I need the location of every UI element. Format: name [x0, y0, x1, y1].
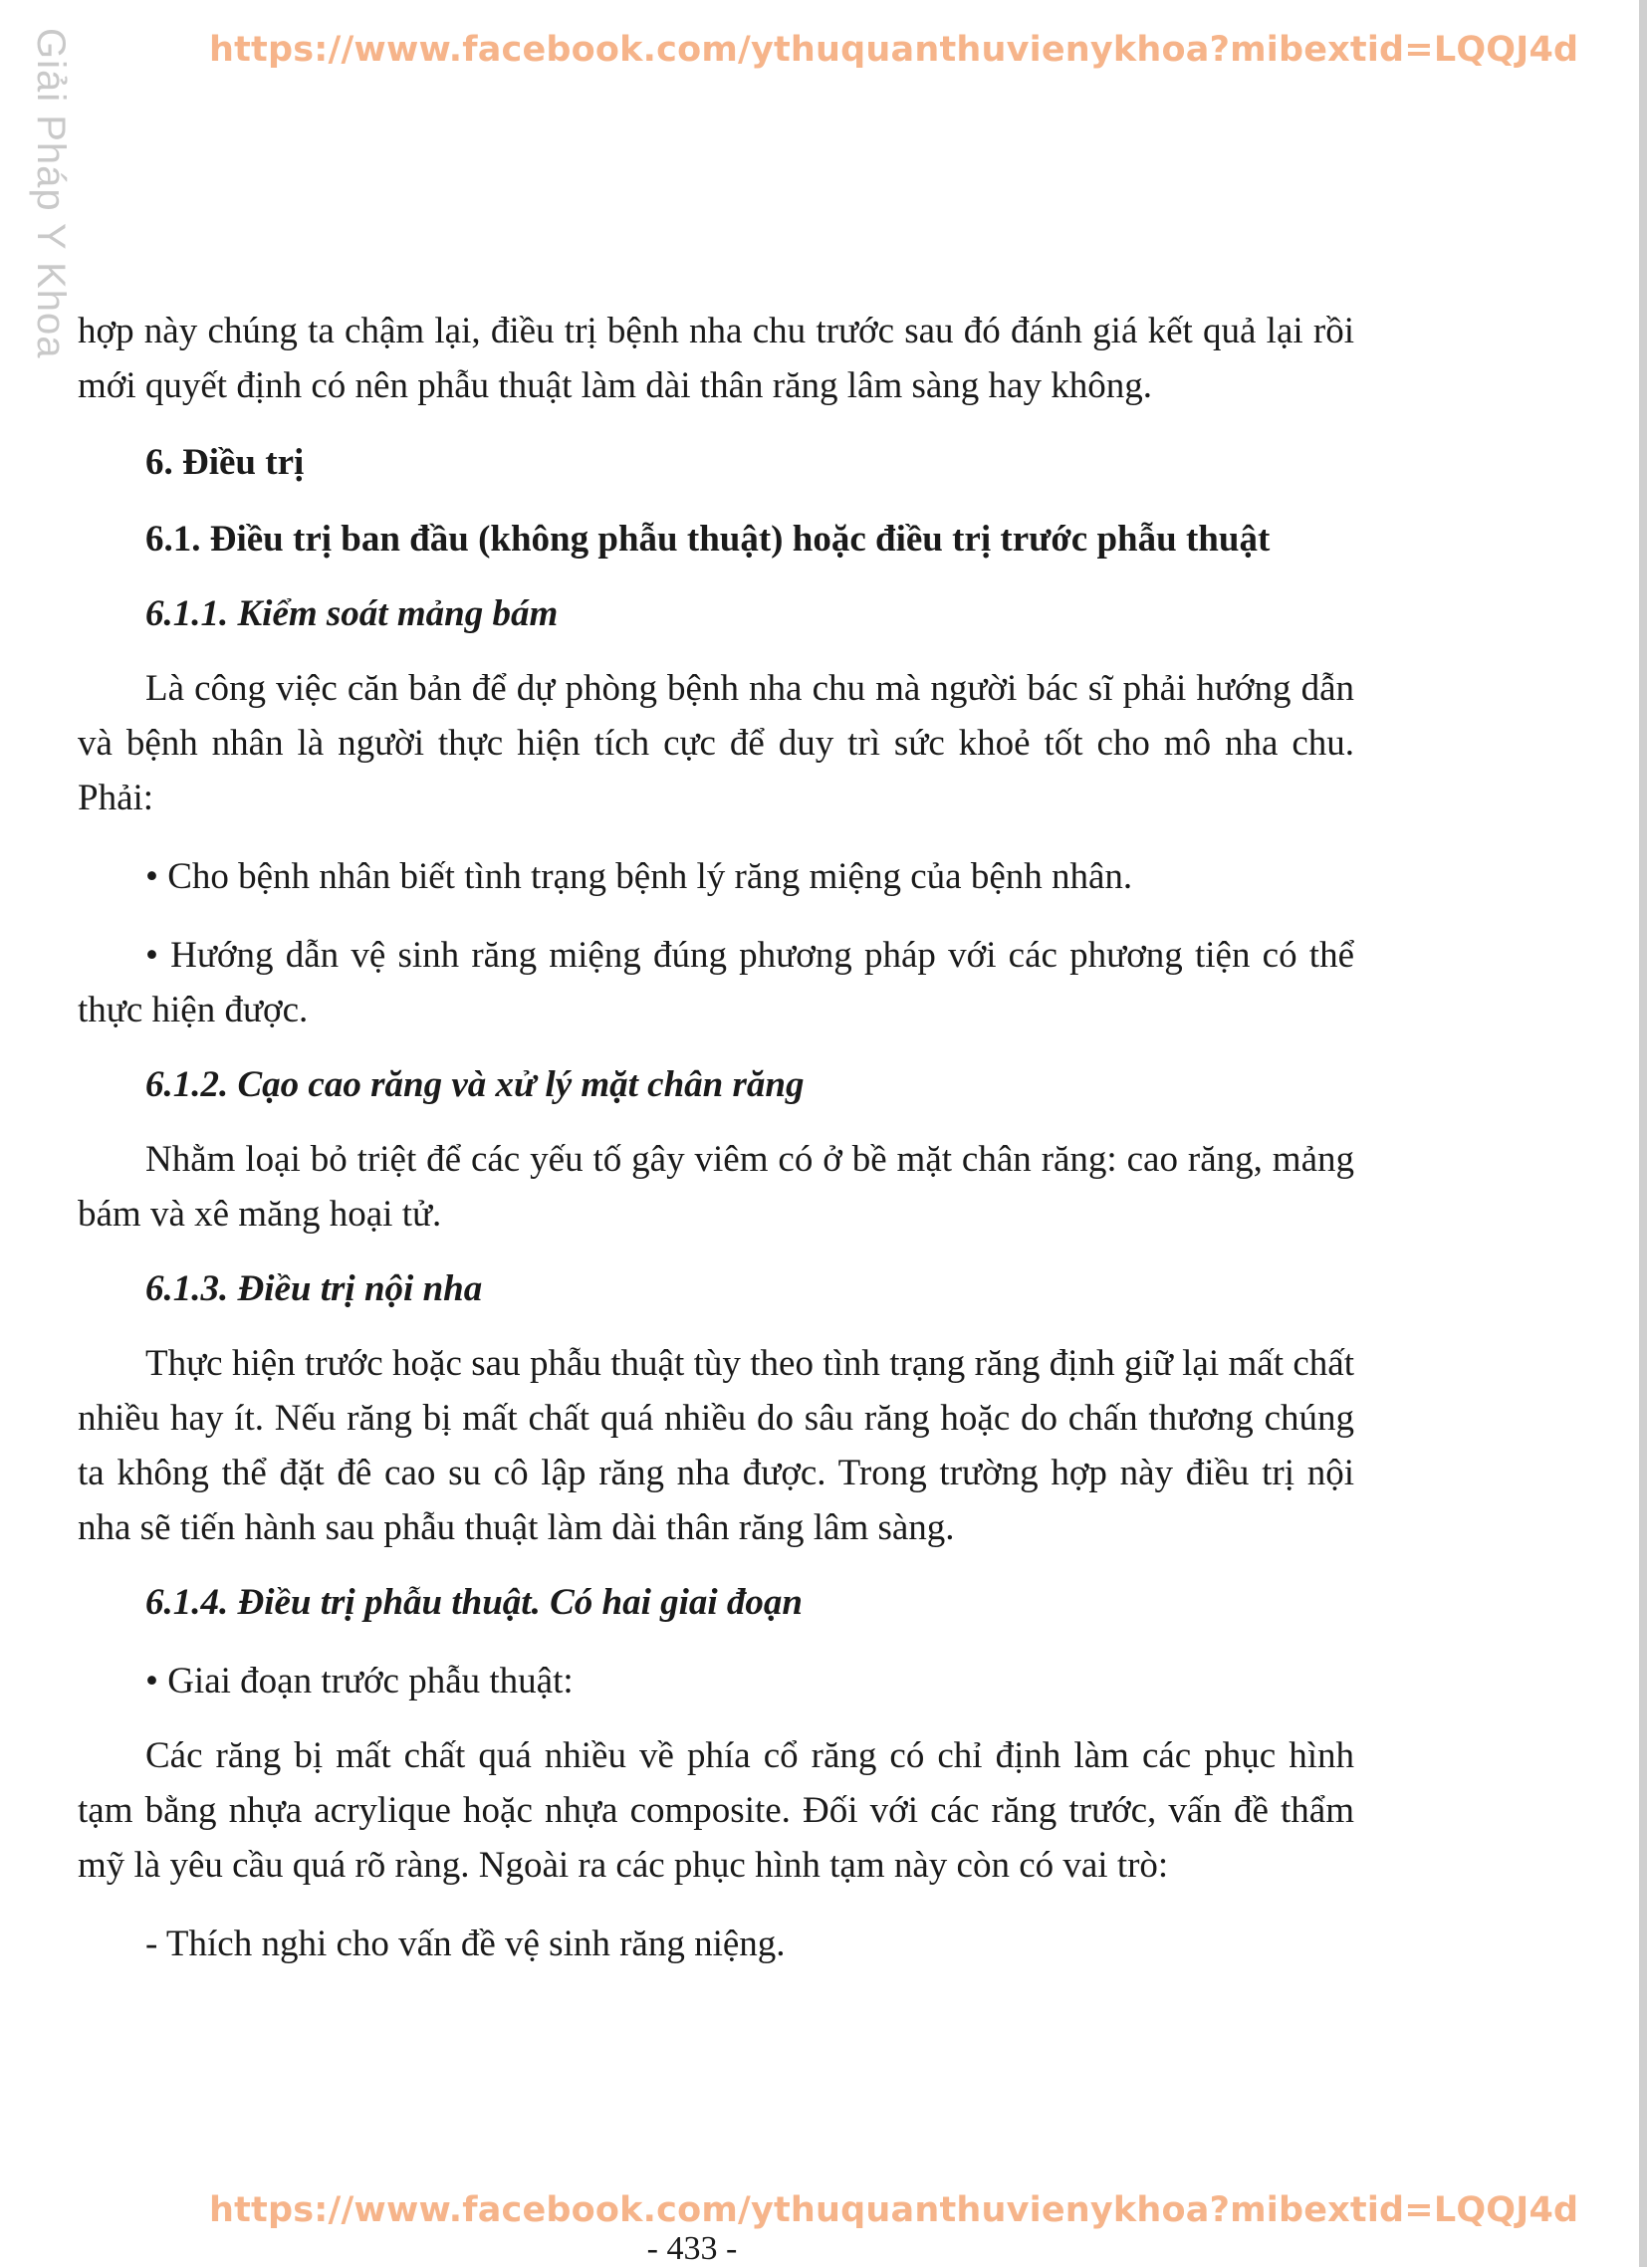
- intro-paragraph: hợp này chúng ta chậm lại, điều trị bệnh nha chu trước sau đó đánh giá kết quả lại rồi mới quyết định có nên phẫu thuật làm dài thân răng lâm sàng hay không.: [78, 311, 1354, 406]
- section-heading-6-1-4: 6.1.4. Điều trị phẫu thuật. Có hai giai đoạn: [145, 1582, 804, 1623]
- paragraph-6-1-2: Nhằm loại bỏ triệt để các yếu tố gây viêm có ở bề mặt chân răng: cao răng, mảng bám và xê măng hoại tử.: [78, 1139, 1354, 1235]
- section-heading-6-1: 6.1. Điều trị ban đầu (không phẫu thuật) hoặc điều trị trước phẫu thuật: [145, 519, 1271, 560]
- paragraph-6-1-4: Các răng bị mất chất quá nhiều về phía cổ răng có chỉ định làm các phục hình tạm bằng nhựa acrylique hoặc nhựa composite. Đối với các răng trước, vấn đề thẩm mỹ là yêu cầu quá rõ ràng. Ngoài ra các phục hình tạm này còn có vai trò:: [78, 1735, 1354, 1886]
- page-number: - 433 -: [646, 2230, 738, 2267]
- bullet-item-2: • Hướng dẫn vệ sinh răng miệng đúng phương pháp với các phương tiện có thể thực hiện được.: [78, 935, 1354, 1030]
- page-edge: [1639, 0, 1647, 2267]
- paragraph-6-1-3: Thực hiện trước hoặc sau phẫu thuật tùy theo tình trạng răng định giữ lại mất chất nhiều hay ít. Nếu răng bị mất chất quá nhiều do sâu răng hoặc do chấn thương chúng ta không thể đặt đê cao su cô lập răng nha được. Trong trường hợp này điều trị nội nha sẽ tiến hành sau phẫu thuật làm dài thân răng lâm sàng.: [78, 1343, 1354, 1548]
- paragraph-6-1-1: Là công việc căn bản để dự phòng bệnh nha chu mà người bác sĩ phải hướng dẫn và bệnh nhân là người thực hiện tích cực để duy trì sức khoẻ tốt cho mô nha chu. Phải:: [78, 668, 1354, 818]
- bullet-item-3: • Giai đoạn trước phẫu thuật:: [145, 1661, 574, 1701]
- header-watermark-link[interactable]: https://www.facebook.com/ythuquanthuvienykhoa?mibextid=LQQJ4d: [209, 30, 1579, 70]
- bullet-item-1: • Cho bệnh nhân biết tình trạng bệnh lý răng miệng của bệnh nhân.: [145, 856, 1133, 897]
- section-heading-6-1-3: 6.1.3. Điều trị nội nha: [145, 1268, 483, 1309]
- side-watermark: Giải Pháp Y Khoa: [29, 28, 73, 359]
- section-heading-6-1-1: 6.1.1. Kiểm soát mảng bám: [145, 593, 559, 634]
- section-heading-6: 6. Điều trị: [145, 442, 305, 483]
- page-content: [78, 304, 1354, 1971]
- dash-item-1: - Thích nghi cho vấn đề vệ sinh răng niệng.: [145, 1924, 786, 1964]
- section-heading-6-1-2: 6.1.2. Cạo cao răng và xử lý mặt chân răng: [145, 1064, 805, 1105]
- footer-watermark-link[interactable]: https://www.facebook.com/ythuquanthuvienykhoa?mibextid=LQQJ4d: [209, 2190, 1579, 2230]
